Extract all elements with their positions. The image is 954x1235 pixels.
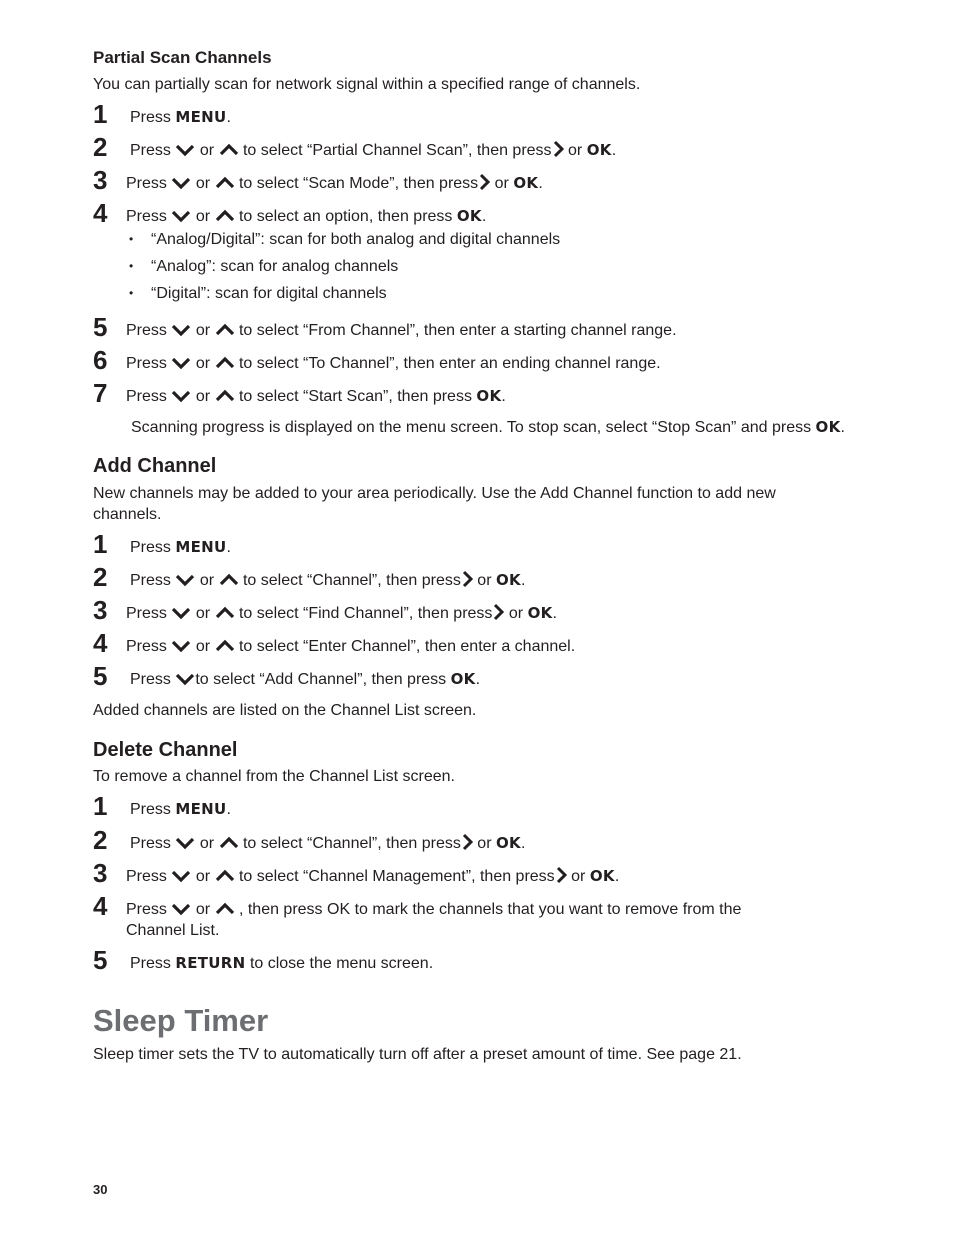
step-text: Press bbox=[130, 835, 171, 852]
period: . bbox=[611, 142, 617, 159]
chevron-up-icon bbox=[215, 869, 235, 883]
or-text: or bbox=[195, 175, 211, 192]
period: . bbox=[520, 835, 526, 852]
chevron-up-icon bbox=[215, 323, 235, 337]
step-text: Press bbox=[130, 539, 171, 556]
menu-key: MENU bbox=[175, 538, 227, 556]
period: . bbox=[226, 801, 231, 818]
step-number: 2 bbox=[93, 562, 108, 592]
step-text: to select “Channel”, then press bbox=[242, 572, 461, 589]
partial-scan-step-1 bbox=[93, 101, 873, 131]
step-text: to select “Channel”, then press bbox=[242, 835, 461, 852]
period: . bbox=[614, 868, 620, 885]
or-text: or bbox=[195, 638, 211, 655]
step-text: to select “Find Channel”, then press bbox=[238, 605, 493, 622]
ok-key: OK bbox=[495, 571, 521, 589]
step-text: to select “Enter Channel”, then enter a channel. bbox=[238, 638, 576, 655]
chevron-up-icon bbox=[215, 209, 235, 223]
delete-channel-step-4 bbox=[93, 893, 873, 941]
or-text: or bbox=[199, 835, 215, 852]
delete-channel-step-3 bbox=[93, 860, 873, 890]
chevron-up-icon bbox=[219, 836, 239, 850]
chevron-down-icon bbox=[171, 606, 191, 620]
period: . bbox=[552, 605, 557, 622]
step-text: to close the menu screen. bbox=[249, 955, 434, 972]
step-text: Press bbox=[126, 208, 167, 225]
step-number: 1 bbox=[93, 99, 108, 129]
or-text: or bbox=[195, 901, 211, 918]
step-text: Press bbox=[130, 671, 171, 688]
period: . bbox=[226, 539, 231, 556]
delete-channel-step-2 bbox=[93, 827, 873, 857]
step-text: Press bbox=[126, 175, 167, 192]
step-text: to select “To Channel”, then enter an ending channel range. bbox=[238, 355, 661, 372]
chevron-down-icon bbox=[171, 902, 191, 916]
ok-key: OK bbox=[815, 418, 841, 436]
chevron-up-icon bbox=[215, 176, 235, 190]
delete-channel-intro: To remove a channel from the Channel List screen. bbox=[93, 768, 455, 785]
or-text: or bbox=[199, 142, 215, 159]
step-text: to select “Channel Management”, then press bbox=[238, 868, 555, 885]
step-text: to select “Partial Channel Scan”, then press bbox=[242, 142, 552, 159]
chevron-down-icon bbox=[175, 836, 195, 850]
or-text: or bbox=[477, 835, 492, 852]
scan-progress-note bbox=[131, 417, 891, 438]
chevron-right-icon bbox=[461, 833, 473, 851]
step-text: Press bbox=[126, 388, 167, 405]
step-text: Press bbox=[130, 955, 171, 972]
step-text: Press bbox=[130, 801, 171, 818]
list-item: • “Digital”: scan for digital channels bbox=[129, 283, 560, 310]
period: . bbox=[475, 671, 481, 688]
ok-key: OK bbox=[450, 670, 476, 688]
step-text: to select “Add Channel”, then press bbox=[195, 671, 447, 688]
add-channel-outro: Added channels are listed on the Channel List screen. bbox=[93, 702, 477, 719]
chevron-down-icon bbox=[171, 869, 191, 883]
step-text: Press bbox=[126, 355, 167, 372]
menu-key: MENU bbox=[175, 800, 227, 818]
sleep-timer-text: Sleep timer sets the TV to automatically turn off after a preset amount of time. See page 21. bbox=[93, 1046, 742, 1063]
or-text: or bbox=[195, 355, 211, 372]
step-text: to select “Start Scan”, then press bbox=[238, 388, 472, 405]
step-text: , then press OK to mark the channels that you want to remove from the Channel List. bbox=[126, 901, 742, 939]
ok-key: OK bbox=[589, 867, 615, 885]
step-number: 6 bbox=[93, 345, 108, 375]
or-text: or bbox=[195, 208, 211, 225]
step-text: Press bbox=[126, 605, 167, 622]
list-item: • “Analog/Digital”: scan for both analog and digital channels bbox=[129, 229, 560, 256]
chevron-up-icon bbox=[215, 356, 235, 370]
step-text: to select an option, then press bbox=[238, 208, 453, 225]
step-text: Press bbox=[126, 638, 167, 655]
step-number: 5 bbox=[93, 312, 108, 342]
ok-key: OK bbox=[586, 141, 612, 159]
step-number: 3 bbox=[93, 858, 108, 888]
chevron-right-icon bbox=[492, 603, 504, 621]
sleep-timer-heading: Sleep Timer bbox=[93, 1003, 269, 1038]
or-text: or bbox=[568, 142, 583, 159]
chevron-down-icon bbox=[171, 209, 191, 223]
step-text: to select “Scan Mode”, then press bbox=[238, 175, 479, 192]
or-text: or bbox=[195, 322, 211, 339]
chevron-up-icon bbox=[219, 143, 239, 157]
partial-scan-step-3 bbox=[93, 167, 873, 197]
step-text: Press bbox=[130, 572, 171, 589]
chevron-right-icon bbox=[478, 173, 490, 191]
step-number: 7 bbox=[93, 378, 108, 408]
ok-key: OK bbox=[513, 174, 539, 192]
or-text: or bbox=[195, 868, 211, 885]
chevron-right-icon bbox=[461, 570, 473, 588]
chevron-down-icon bbox=[171, 176, 191, 190]
step-number: 5 bbox=[93, 661, 108, 691]
or-text: or bbox=[494, 175, 509, 192]
add-channel-heading: Add Channel bbox=[93, 455, 217, 477]
or-text: or bbox=[195, 388, 211, 405]
chevron-down-icon bbox=[175, 143, 195, 157]
step-number: 4 bbox=[93, 628, 108, 658]
ok-key: OK bbox=[476, 387, 502, 405]
step-text: to select “From Channel”, then enter a starting channel range. bbox=[238, 322, 677, 339]
partial-scan-step-7 bbox=[93, 380, 873, 410]
ok-key: OK bbox=[495, 834, 521, 852]
step-number: 4 bbox=[93, 891, 108, 921]
partial-scan-step-2 bbox=[93, 134, 873, 164]
chevron-right-icon bbox=[552, 140, 564, 158]
chevron-up-icon bbox=[215, 902, 235, 916]
return-key: RETURN bbox=[175, 954, 246, 972]
step-text: Press bbox=[130, 109, 171, 126]
or-text: or bbox=[199, 572, 215, 589]
or-text: or bbox=[571, 868, 586, 885]
step-text: Press bbox=[130, 142, 171, 159]
period: . bbox=[226, 109, 231, 126]
note-text: Scanning progress is displayed on the menu screen. To stop scan, select “Stop Scan” and press bbox=[131, 419, 812, 436]
delete-channel-heading: Delete Channel bbox=[93, 739, 238, 761]
add-channel-step-3 bbox=[93, 597, 873, 627]
step-number: 3 bbox=[93, 165, 108, 195]
partial-scan-heading: Partial Scan Channels bbox=[93, 48, 272, 67]
chevron-down-icon bbox=[171, 389, 191, 403]
list-item: • “Analog”: scan for analog channels bbox=[129, 256, 560, 283]
period: . bbox=[840, 419, 845, 436]
period: . bbox=[538, 175, 543, 192]
add-channel-step-5 bbox=[93, 663, 873, 693]
chevron-up-icon bbox=[215, 389, 235, 403]
period: . bbox=[481, 208, 487, 225]
chevron-up-icon bbox=[219, 573, 239, 587]
step-number: 1 bbox=[93, 791, 108, 821]
period: . bbox=[520, 572, 526, 589]
period: . bbox=[501, 388, 506, 405]
ok-key: OK bbox=[527, 604, 553, 622]
chevron-down-icon bbox=[171, 356, 191, 370]
or-text: or bbox=[508, 605, 524, 622]
or-text: or bbox=[195, 605, 211, 622]
partial-scan-intro: You can partially scan for network signal within a specified range of channels. bbox=[93, 76, 641, 93]
step-number: 3 bbox=[93, 595, 108, 625]
add-channel-intro: New channels may be added to your area periodically. Use the Add Channel function to add new channels. bbox=[93, 485, 776, 523]
ok-key: OK bbox=[456, 207, 482, 225]
step-number: 2 bbox=[93, 132, 108, 162]
step-text: Press bbox=[126, 322, 167, 339]
chevron-down-icon bbox=[175, 573, 195, 587]
chevron-up-icon bbox=[215, 639, 235, 653]
chevron-down-icon bbox=[171, 639, 191, 653]
scan-option-list bbox=[129, 229, 560, 310]
chevron-up-icon bbox=[215, 606, 235, 620]
chevron-down-icon bbox=[171, 323, 191, 337]
step-text: Press bbox=[126, 868, 167, 885]
partial-scan-step-4 bbox=[93, 200, 873, 230]
page-number: 30 bbox=[93, 1182, 108, 1197]
step-number: 4 bbox=[93, 198, 108, 228]
delete-channel-step-1 bbox=[93, 793, 873, 823]
partial-scan-step-6 bbox=[93, 347, 873, 377]
or-text: or bbox=[477, 572, 492, 589]
step-number: 5 bbox=[93, 945, 108, 975]
partial-scan-step-5 bbox=[93, 314, 873, 344]
menu-key: MENU bbox=[175, 108, 227, 126]
add-channel-step-2 bbox=[93, 564, 873, 594]
delete-channel-step-5 bbox=[93, 947, 873, 977]
chevron-down-icon bbox=[175, 672, 195, 686]
add-channel-step-4 bbox=[93, 630, 873, 660]
chevron-right-icon bbox=[555, 866, 567, 884]
step-text: Press bbox=[126, 901, 167, 918]
add-channel-step-1 bbox=[93, 531, 873, 561]
step-number: 1 bbox=[93, 529, 108, 559]
step-number: 2 bbox=[93, 825, 108, 855]
